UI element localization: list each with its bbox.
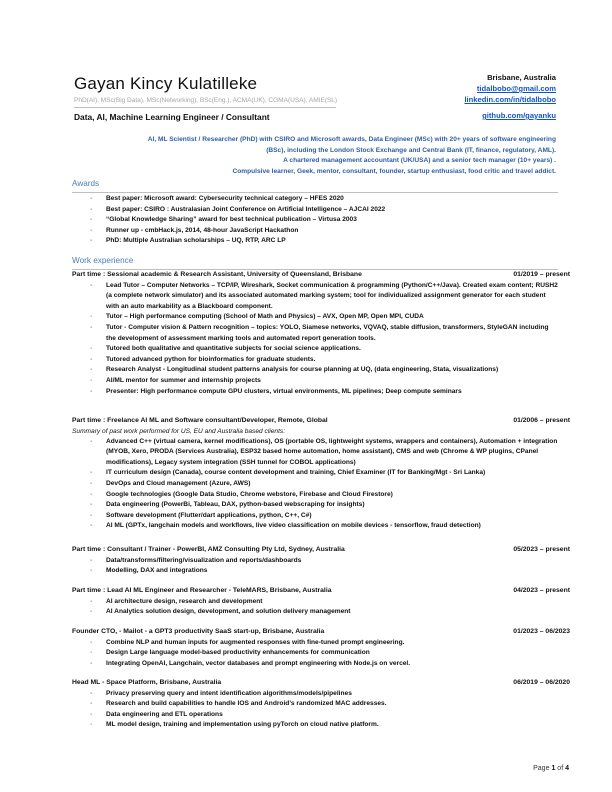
award-item: ▪ “Global Knowledge Sharing” award for best technical publication – Virtusa 2003 [72,215,558,226]
duty-item: ▪ Tutor - Computer vision & Pattern recognition – topics: YOLO, Siamese networks, VQVAQ, stable diffusion, transformers, StyleGAN including the development of assessment marking tools and automated report generation tools. [72,323,558,344]
awards-section [72,194,558,247]
duty-item: ▪ Software development (Flutter/dart applications, python, C++, C#) [72,511,558,522]
award-item: ▪ Best paper: Microsoft award: Cybersecurity technical category – HFES 2020 [72,194,558,205]
duty-item: ▪ Research and build capabilities to handle IOS and Android’s randomized MAC addresses. [72,699,558,710]
job-dates: 05/2023 – present [513,546,570,553]
duty-item: ▪ Integrating OpenAI, Langchain, vector databases and prompt engineering with Node.js on vercel. [72,659,558,670]
job-dates: 01/2019 – present [513,271,570,278]
duty-item: ▪ Data engineering and ETL operations [72,710,558,721]
duty-item: ▪ Data/transforms/filtering/visualization and reports/dashboards [72,556,558,567]
duty-item: ▪ Data engineering (PowerBi, Tableau, DAX, python-based webscraping for insights) [72,500,558,511]
duty-item: ▪ Privacy preserving query and intent identification algorithms/models/pipelines [72,689,558,700]
summary-line: AI, ML Scientist / Researcher (PhD) with CSIRO and Microsoft awards, Data Engineer (MSc) with 20+ years of software engineering [147,136,556,143]
work-heading: Work experience [72,256,134,265]
duty-item: ▪ AI ML (GPTx, langchain models and workflows, live video classification on mobile devices - tensorflow, fraud detection) [72,521,558,532]
qualifications: PhD(AI), MSc(Big Data), MSc(Networking), BSc(Eng.), ACMA(UK), CGMA(USA), AMIE(SL) [74,97,338,104]
location: Brisbane, Australia [487,73,556,82]
job-role: Head ML - Space Platform, Brisbane, Australia [72,679,222,686]
duty-item: ▪ Google technologies (Google Data Studio, Chrome webstore, Firebase and Cloud Firestore) [72,490,558,501]
job-header [72,270,570,281]
duty-item: ▪ Presenter: High performance compute GPU clusters, virtual environments, ML pipelines; Deep compute seminars [72,387,558,398]
summary-line: (BSc), including the London Stock Exchange and Central Bank (IT, finance, regulatory, AML). [266,146,556,154]
job-entry-uq [72,270,570,397]
job-role: Part time : Sessional academic & Research Assistant, University of Queensland, Brisbane [72,271,362,278]
job-header [72,545,570,556]
job-dates: 01/2006 – present [513,417,570,424]
profile-summary [74,135,556,177]
job-role: Part time : Freelance AI ML and Software consultant/Developer, Remote, Global [72,417,328,424]
job-entry-mailot [72,627,570,669]
job-role: Part time : Lead AI ML Engineer and Researcher - TeleMARS, Brisbane, Australia [72,587,332,594]
duty-item: ▪ Tutored advanced python for bioinformatics for graduate students. [72,355,558,366]
job-note: Summary of past work performed for US, EU and Australia based clients: [72,427,286,435]
job-duties [72,689,558,731]
duty-item: ▪ DevOps and Cloud management (Azure, AWS) [72,479,558,490]
job-header [72,586,570,597]
job-title: Data, AI, Machine Learning Engineer / Consultant [74,112,270,122]
awards-divider [72,192,558,193]
job-duties [72,281,558,398]
job-entry-space-platform [72,678,570,731]
page-label: Page [533,765,550,772]
duty-item: ▪ Combine NLP and human inputs for augmented responses with fine-tuned prompt engineering. [72,638,558,649]
awards-heading: Awards [72,179,100,188]
job-entry-freelance [72,416,570,532]
duty-item: ▪ AI architecture design, research and development [72,597,558,608]
job-role: Part time : Consultant / Trainer - PowerBI, AMZ Consulting Pty Ltd, Sydney, Australia [72,546,345,553]
duty-item: ▪ Design Large language model-based productivity enhancements for communication [72,648,558,659]
job-header [72,416,570,427]
duty-item: ▪ AI Analytics solution design, development, and solution delivery management [72,607,558,618]
contact-block [464,72,556,121]
of-label: of [557,765,564,772]
summary-line: Compulsive learner, Geek, mentor, consultant, founder, startup enthusiast, food critic and travel addict. [232,167,556,175]
candidate-name: Gayan Kincy Kulatilleke [74,74,258,93]
job-entry-telemars [72,586,570,618]
github-link[interactable]: github.com/gayanku [482,111,556,120]
job-dates: 01/2023 – 06/2023 [513,628,570,635]
job-entry-amz [72,545,570,577]
linkedin-link[interactable]: linkedin.com/in/tidalbobo [464,95,556,104]
job-dates: 06/2019 – 06/2020 [513,679,570,686]
current-page: 1 [551,765,556,772]
job-duties [72,556,558,577]
page-number [533,765,569,772]
duty-item: ▪ ML model design, training and implementation using pyTorch on cloud native platform. [72,720,558,731]
job-duties [72,437,558,532]
award-item: ▪ Runner up - cmbHack.js, 2014, 48-hour JavaScript Hackathon [72,226,558,237]
duty-item: ▪ Tutor – High performance computing (School of Math and Physics) – AVX, Open MP, Open MPI, CUDA [72,312,558,323]
email-link[interactable]: tidalbobo@gmail.com [476,84,556,93]
duty-item: ▪ AI/ML mentor for summer and internship projects [72,376,558,387]
duty-item: ▪ Lead Tutor – Computer Networks – TCP/IP, Wireshark, Socket communication & programming (Python/C++/Java). Created exam content; RUSH2 (a complete network simulator) and its associated automated marking system; tool for individualized assignment generator for each student with an auto markability as a Blackboard component. [72,281,558,313]
duty-item: ▪ Modelling, DAX and integrations [72,566,558,577]
job-role: Founder CTO, - Mailot - a GPT3 productivity SaaS start-up, Brisbane, Australia [72,628,325,635]
duty-item: ▪ Advanced C++ (virtual camera, kernel modifications), OS (portable OS, lightweight systems, wrappers and containers), Automation + integration (MYOB, Xero, PRODA (Services Australia), ESP32 based home automation, home assistant), CMS and web (Chrome & WP plugins, CPanel modifications), Legacy system integration (SSH tunnel for COBOL applications) [72,437,558,469]
job-duties [72,597,558,618]
award-item: ▪ PhD: Multiple Australian scholarships – UQ, RTP, ARC LP [72,236,558,247]
duty-item: ▪ IT curriculum design (Canada), course content development and training, Chief Examiner (IT for Banking/Mgt - Sri Lanka) [72,468,558,479]
job-dates: 04/2023 – present [513,587,570,594]
summary-line: A chartered management accountant (UK/USA) and a senior tech manager (10+ years) . [283,157,556,165]
duty-item: ▪ Tutored both qualitative and quantitative subjects for social science applications. [72,344,558,355]
award-item: ▪ Best paper: CSIRO : Australasian Joint Conference on Artificial Intelligence – AJCAI 2022 [72,205,558,216]
header-divider [74,107,336,108]
job-header [72,678,570,689]
duty-item: ▪ Research Analyst - Longitudinal student patterns analysis for course planning at UQ, (data engineering, Stata, visualizations) [72,365,558,376]
total-pages: 4 [565,765,569,772]
job-header [72,627,570,638]
job-duties [72,638,558,670]
awards-list [72,194,558,247]
